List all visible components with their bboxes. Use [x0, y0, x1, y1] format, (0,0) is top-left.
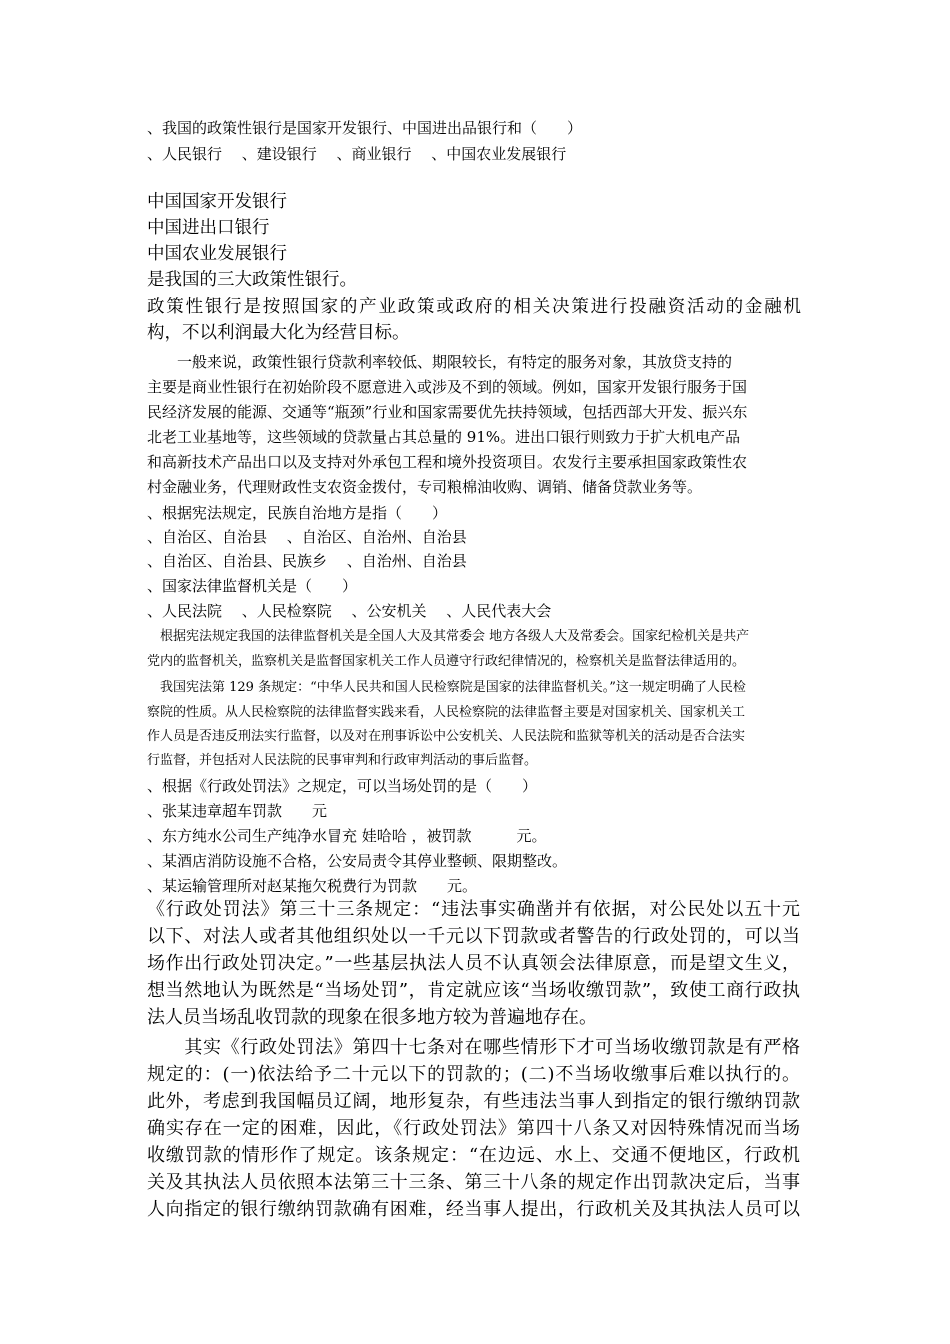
question-4-option-b: 、东方纯水公司生产纯净水冒充 娃哈哈 ，被罚款 元。 [147, 827, 547, 845]
answer-1-bank-3: 中国农业发展银行 [147, 244, 287, 264]
answer-1-summary: 是我国的三大政策性银行。 [147, 270, 357, 290]
answer-4-line: 场作出行政处罚决定。”一些基层执法人员不认真领会法律原意，而是望文生义， [147, 953, 800, 974]
question-4-option-d: 、某运输管理所对赵某拖欠税费行为罚款 元。 [147, 877, 478, 895]
answer-1-paragraph-line: 一般来说，政策性银行贷款利率较低、期限较长，有特定的服务对象，其放贷支持的 [147, 353, 733, 371]
answer-1-paragraph-line: 北老工业基地等，这些领域的贷款量占其总量的 91%。进出口银行则致力于扩大机电产品 [147, 428, 741, 446]
question-1: 、我国的政策性银行是国家开发银行、中国进出品银行和（ ） [147, 119, 583, 137]
question-3-options: 、人民法院 、人民检察院 、公安机关 、人民代表大会 [147, 602, 552, 620]
answer-1-definition-line-2: 构，不以利润最大化为经营目标。 [147, 323, 410, 343]
answer-4-line: 法人员当场乱收罚款的现象在很多地方较为普遍地存在。 [147, 1007, 597, 1028]
question-3: 、国家法律监督机关是（ ） [147, 577, 358, 595]
question-4: 、根据《行政处罚法》之规定，可以当场处罚的是（ ） [147, 777, 538, 795]
answer-3-line: 作人员是否违反刑法实行监督，以及对在刑事诉讼中公安机关、人民法院和监狱等机关的活动是否合法实 [147, 729, 746, 744]
answer-4-line: 规定的：(一)依法给予二十元以下的罚款的；(二)不当场收缴事后难以执行的。 [147, 1064, 800, 1085]
answer-3-line: 我国宪法第 129 条规定：“中华人民共和国人民检察院是国家的法律监督机关。”这一规定明确了人民检 [147, 680, 746, 695]
question-2: 、根据宪法规定，民族自治地方是指（ ） [147, 504, 448, 522]
answer-3-line: 党内的监督机关，监察机关是监督国家机关工作人员遵守行政纪律情况的，检察机关是监督法律适用的。 [147, 654, 746, 669]
answer-1-paragraph-line: 民经济发展的能源、交通等“瓶颈”行业和国家需要优先扶持领域，包括西部大开发、振兴东 [147, 403, 748, 421]
question-2-options-row-2: 、自治区、自治县、民族乡 、自治州、自治县 [147, 552, 467, 570]
answer-1-paragraph-line: 村金融业务，代理财政性支农资金拨付，专司粮棉油收购、调销、储备贷款业务等。 [147, 478, 703, 496]
answer-4-line: 其实《行政处罚法》第四十七条对在哪些情形下才可当场收缴罚款是有严格 [147, 1037, 800, 1058]
question-1-options: 、人民银行 、建设银行 、商业银行 、中国农业发展银行 [147, 145, 567, 163]
answer-1-bank-1: 中国国家开发银行 [147, 192, 287, 212]
answer-1-bank-2: 中国进出口银行 [147, 218, 270, 238]
answer-1-paragraph-line: 和高新技术产品出口以及支持对外承包工程和境外投资项目。农发行主要承担国家政策性农 [147, 453, 748, 471]
answer-3-line: 察院的性质。从人民检察院的法律监督实践来看，人民检察院的法律监督主要是对国家机关、国家机关工 [147, 705, 746, 720]
answer-4-line: 此外，考虑到我国幅员辽阔，地形复杂，有些违法当事人到指定的银行缴纳罚款 [147, 1091, 800, 1112]
answer-3-line: 根据宪法规定我国的法律监督机关是全国人大及其常委会 地方各级人大及常委会。国家纪检机关是共产 [147, 629, 750, 644]
answer-4-line: 人向指定的银行缴纳罚款确有困难，经当事人提出，行政机关及其执法人员可以 [147, 1199, 800, 1220]
answer-1-paragraph-line: 主要是商业性银行在初始阶段不愿意进入或涉及不到的领域。例如，国家开发银行服务于国 [147, 378, 748, 396]
answer-4-line: 收缴罚款的情形作了规定。该条规定：“在边远、水上、交通不便地区，行政机 [147, 1145, 800, 1166]
answer-4-line: 确实存在一定的困难，因此，《行政处罚法》第四十八条又对因特殊情况而当场 [147, 1118, 800, 1139]
answer-4-line: 《行政处罚法》第三十三条规定：“违法事实确凿并有依据，对公民处以五十元 [147, 899, 800, 920]
answer-4-line: 关及其执法人员依照本法第三十三条、第三十八条的规定作出罚款决定后，当事 [147, 1172, 800, 1193]
answer-4-line: 以下、对法人或者其他组织处以一千元以下罚款或者警告的行政处罚的，可以当 [147, 926, 800, 947]
question-4-option-c: 、某酒店消防设施不合格，公安局责令其停业整顿、限期整改。 [147, 852, 568, 870]
question-4-option-a: 、张某违章超车罚款 元 [147, 802, 328, 820]
answer-4-line: 想当然地认为既然是“当场处罚”，肯定就应该“当场收缴罚款”，致使工商行政执 [147, 980, 800, 1001]
question-2-options-row-1: 、自治区、自治县 、自治区、自治州、自治县 [147, 528, 467, 546]
answer-1-definition-line-1: 政策性银行是按照国家的产业政策或政府的相关决策进行投融资活动的金融机 [147, 297, 801, 317]
answer-3-line: 行监督，并包括对人民法院的民事审判和行政审判活动的事后监督。 [147, 753, 538, 768]
